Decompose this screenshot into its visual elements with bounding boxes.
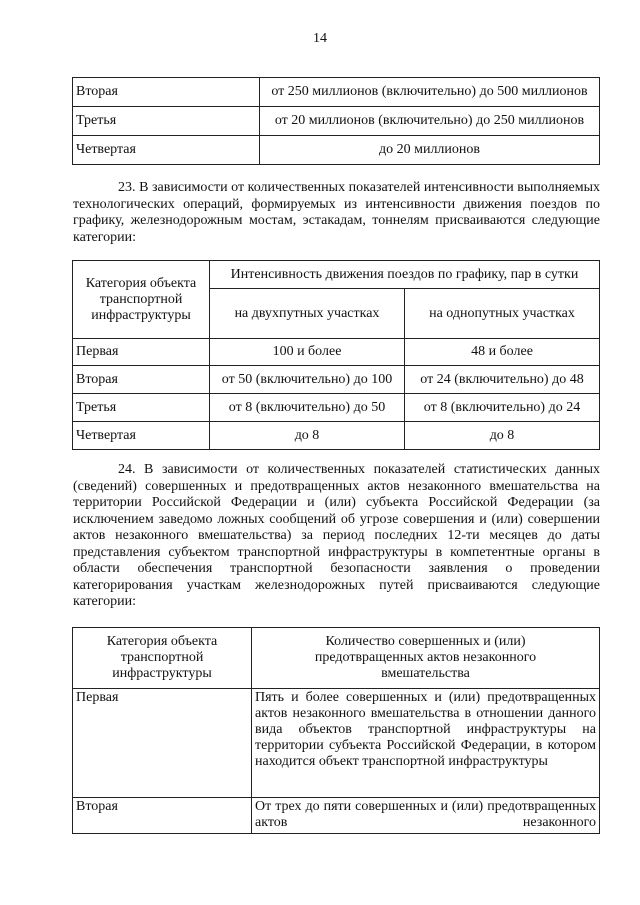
value-cell: От трех до пяти совершенных и (или) предотвращенных актов незаконного	[252, 798, 600, 834]
category-cell: Вторая	[73, 78, 260, 107]
category-cell: Третья	[73, 394, 210, 422]
table-row	[73, 136, 600, 165]
page-number: 14	[313, 31, 327, 46]
double-cell: от 8 (включительно) до 50	[210, 394, 405, 422]
single-cell: до 8	[405, 422, 600, 450]
category-cell: Вторая	[73, 798, 252, 834]
value-cell: Пять и более совершенных и (или) предотвращенных актов незаконного вмешательства в отношении данного вида объектов транспортной инфраструктуры на территории субъекта Российской Федерации, в котором находится объект транспортной инфраструктуры	[252, 689, 600, 798]
double-cell: от 50 (включительно) до 100	[210, 366, 405, 394]
table-row	[73, 689, 600, 798]
incidents-table	[72, 627, 600, 834]
single-cell: от 8 (включительно) до 24	[405, 394, 600, 422]
table-row	[73, 422, 600, 450]
table-row	[73, 366, 600, 394]
category-cell: Четвертая	[73, 136, 260, 165]
value-cell: от 20 миллионов (включительно) до 250 миллионов	[260, 107, 600, 136]
single-cell: 48 и более	[405, 339, 600, 366]
paragraph-text: 23. В зависимости от количественных показателей интенсивности выполняемых технологических операций, формируемых из интенсивности движения поездов по графику, железнодорожным мостам, эстакадам, тоннелям присваиваются следующие категории:	[73, 180, 600, 245]
table-row	[73, 798, 600, 834]
category-cell: Четвертая	[73, 422, 210, 450]
paragraph-24	[73, 462, 600, 611]
table-row	[73, 339, 600, 366]
threshold-table	[72, 77, 600, 165]
intensity-table	[72, 260, 600, 450]
header-single-track: на однопутных участках	[405, 289, 600, 339]
value-cell: до 20 миллионов	[260, 136, 600, 165]
header-intensity: Интенсивность движения поездов по графику, пар в сутки	[210, 261, 600, 289]
double-cell: 100 и более	[210, 339, 405, 366]
single-cell: от 24 (включительно) до 48	[405, 366, 600, 394]
category-cell: Первая	[73, 689, 252, 798]
category-cell: Первая	[73, 339, 210, 366]
value-cell: от 250 миллионов (включительно) до 500 миллионов	[260, 78, 600, 107]
header-double-track: на двухпутных участках	[210, 289, 405, 339]
header-category: Категория объекта транспортной инфраструктуры	[73, 628, 252, 689]
table-row	[73, 394, 600, 422]
category-cell: Третья	[73, 107, 260, 136]
paragraph-23	[73, 180, 600, 246]
table-row	[73, 107, 600, 136]
header-category: Категория объекта транспортной инфраструктуры	[73, 261, 210, 339]
double-cell: до 8	[210, 422, 405, 450]
category-cell: Вторая	[73, 366, 210, 394]
header-count: Количество совершенных и (или) предотвращенных актов незаконного вмешательства	[252, 628, 600, 689]
table-row	[73, 78, 600, 107]
paragraph-text: 24. В зависимости от количественных показателей статистических данных (сведений) совершенных и предотвращенных актов незаконного вмешательства на территории Российской Федерации и (или) субъекта Российской Федерации (за исключением заведомо ложных сообщений об угрозе совершения и (или) совершении актов незаконного вмешательства) за период последних 12-ти месяцев до даты представления субъектом транспортной инфраструктуры в компетентные органы в области обеспечения транспортной безопасности заявления о проведении категорирования участкам железнодорожных путей присваиваются следующие категории:	[73, 462, 600, 609]
